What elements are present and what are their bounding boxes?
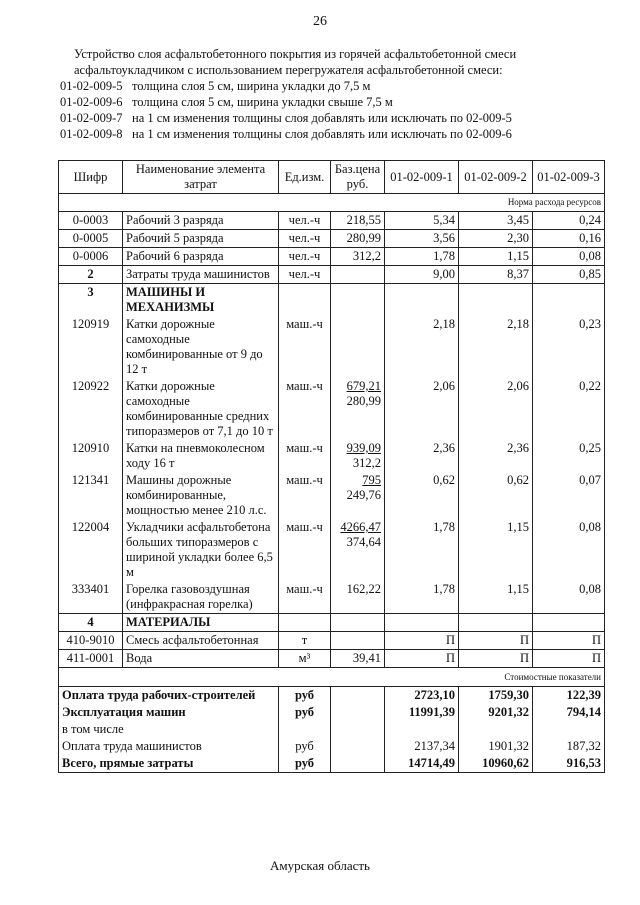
cell-price <box>331 266 385 284</box>
cell-name: Смесь асфальтобетонная <box>123 632 279 650</box>
cell-value: 2,18 <box>385 316 459 378</box>
header-cell: 01-02-009-3 <box>533 161 605 194</box>
cell-value: 0,23 <box>533 316 605 378</box>
cell-unit: чел.-ч <box>279 266 331 284</box>
cost-row <box>59 668 605 687</box>
cell-price: 312,2 <box>331 248 385 266</box>
cell-value: 0,24 <box>533 212 605 230</box>
cell-code: 120919 <box>59 316 123 378</box>
item-text: на 1 см изменения толщины слоя добавлять или исключать по 02-009-5 <box>132 111 512 125</box>
cell-value: 0,08 <box>533 581 605 614</box>
price-value: 280,99 <box>346 394 381 408</box>
total-value <box>385 721 459 738</box>
cell-price: 280,99 <box>331 230 385 248</box>
cell-code: 4 <box>59 614 123 632</box>
cell-name: Катки дорожные самоходные комбинированные средних типоразмеров от 7,1 до 10 т <box>123 378 279 440</box>
total-name: Оплата труда машинистов <box>59 738 279 755</box>
cell-price <box>331 284 385 317</box>
table-row <box>59 632 605 650</box>
cell-value: П <box>459 650 533 668</box>
item-text: на 1 см изменения толщины слоя добавлять или исключать по 02-009-6 <box>132 127 512 141</box>
cell-code: 120922 <box>59 378 123 440</box>
cell-value: П <box>385 650 459 668</box>
cell-unit: чел.-ч <box>279 230 331 248</box>
table-row <box>59 519 605 581</box>
item-code: 01-02-009-6 <box>60 95 123 109</box>
header-cell: Баз.цена руб. <box>331 161 385 194</box>
cell-value: П <box>459 632 533 650</box>
cell-name: Вода <box>123 650 279 668</box>
page-number: 26 <box>313 14 327 29</box>
cell-code: 2 <box>59 266 123 284</box>
cell-value <box>533 284 605 317</box>
item-text: толщина слоя 5 см, ширина укладки до 7,5 м <box>132 79 371 93</box>
cell-value: П <box>385 632 459 650</box>
table-row <box>59 212 605 230</box>
cell-price <box>331 755 385 773</box>
cell-value: 3,45 <box>459 212 533 230</box>
total-row <box>59 704 605 721</box>
total-value: 14714,49 <box>385 755 459 773</box>
cell-price: 39,41 <box>331 650 385 668</box>
intro-item <box>60 126 620 142</box>
intro-item <box>60 94 620 110</box>
cell-value: 1,78 <box>385 519 459 581</box>
cell-unit: чел.-ч <box>279 248 331 266</box>
total-value: 187,32 <box>533 738 605 755</box>
cell-price <box>331 440 385 472</box>
price-underlined: 679,21 <box>346 379 381 393</box>
total-value: 2723,10 <box>385 687 459 705</box>
price-underlined: 939,09 <box>346 441 381 455</box>
cell-price <box>331 614 385 632</box>
cell-name: МАТЕРИАЛЫ <box>123 614 279 632</box>
cell-price <box>331 704 385 721</box>
cell-value: 8,37 <box>459 266 533 284</box>
cell-value <box>385 614 459 632</box>
cell-name: Рабочий 6 разряда <box>123 248 279 266</box>
table-row <box>59 581 605 614</box>
cell-code: 121341 <box>59 472 123 519</box>
intro-line: асфальтоукладчиком с использованием перегружателя асфальтобетонной смеси: <box>74 63 503 77</box>
total-value: 1901,32 <box>459 738 533 755</box>
intro-item <box>60 110 620 126</box>
table-row <box>59 248 605 266</box>
price-underlined: 4266,47 <box>340 520 381 534</box>
cell-unit <box>279 614 331 632</box>
total-row <box>59 721 605 738</box>
cell-code: 333401 <box>59 581 123 614</box>
total-value <box>459 721 533 738</box>
cell-price <box>331 632 385 650</box>
cell-price <box>331 378 385 440</box>
cell-unit: маш.-ч <box>279 378 331 440</box>
header-cell: Наименование элемента затрат <box>123 161 279 194</box>
cell-value: 2,36 <box>385 440 459 472</box>
cell-value: 2,06 <box>385 378 459 440</box>
table-row <box>59 650 605 668</box>
cell-price <box>331 721 385 738</box>
total-value: 122,39 <box>533 687 605 705</box>
cell-value: 1,15 <box>459 248 533 266</box>
table-row <box>59 316 605 378</box>
cell-value: 0,07 <box>533 472 605 519</box>
table-row <box>59 472 605 519</box>
total-value: 11991,39 <box>385 704 459 721</box>
cell-code: 411-0001 <box>59 650 123 668</box>
price-value: 249,76 <box>346 488 381 502</box>
cell-price <box>331 687 385 705</box>
cell-value: 2,36 <box>459 440 533 472</box>
norm-row <box>59 194 605 212</box>
cell-value: 9,00 <box>385 266 459 284</box>
cell-value: 0,25 <box>533 440 605 472</box>
table-row <box>59 230 605 248</box>
table-row <box>59 378 605 440</box>
price-value: 374,64 <box>346 535 381 549</box>
cell-name: МАШИНЫ И МЕХАНИЗМЫ <box>123 284 279 317</box>
cell-name: Затраты труда машинистов <box>123 266 279 284</box>
cell-value: 2,06 <box>459 378 533 440</box>
total-value <box>533 721 605 738</box>
cell-unit: маш.-ч <box>279 519 331 581</box>
section-row <box>59 266 605 284</box>
cell-value: П <box>533 632 605 650</box>
item-text: толщина слоя 5 см, ширина укладки свыше 7,5 м <box>132 95 393 109</box>
cell-value: 0,22 <box>533 378 605 440</box>
cell-code: 122004 <box>59 519 123 581</box>
item-code: 01-02-009-7 <box>60 111 123 125</box>
cell-unit: чел.-ч <box>279 212 331 230</box>
total-name: в том числе <box>59 721 279 738</box>
cell-value: 5,34 <box>385 212 459 230</box>
cell-price <box>331 519 385 581</box>
total-unit <box>279 721 331 738</box>
cell-value <box>385 284 459 317</box>
total-value: 794,14 <box>533 704 605 721</box>
cell-unit: т <box>279 632 331 650</box>
cell-unit: маш.-ч <box>279 472 331 519</box>
header-cell: Шифр <box>59 161 123 194</box>
cell-name: Машины дорожные комбинированные, мощностью менее 210 л.с. <box>123 472 279 519</box>
total-name: Оплата труда рабочих-строителей <box>59 687 279 705</box>
cell-value: П <box>533 650 605 668</box>
total-unit: руб <box>279 704 331 721</box>
total-value: 10960,62 <box>459 755 533 773</box>
cell-price: 162,22 <box>331 581 385 614</box>
total-value: 2137,34 <box>385 738 459 755</box>
header-cell: 01-02-009-1 <box>385 161 459 194</box>
cell-value: 1,15 <box>459 519 533 581</box>
total-name: Всего, прямые затраты <box>59 755 279 773</box>
total-value: 1759,30 <box>459 687 533 705</box>
cell-value: 1,78 <box>385 248 459 266</box>
cell-value: 0,62 <box>385 472 459 519</box>
cell-value <box>459 284 533 317</box>
intro-line: Устройство слоя асфальтобетонного покрытия из горячей асфальтобетонной смеси <box>74 47 517 61</box>
cell-value: 0,08 <box>533 248 605 266</box>
cell-name: Катки дорожные самоходные комбинированные от 9 до 12 т <box>123 316 279 378</box>
total-value: 9201,32 <box>459 704 533 721</box>
header-cell: Ед.изм. <box>279 161 331 194</box>
cell-unit: маш.-ч <box>279 316 331 378</box>
cell-name: Укладчики асфальтобетона больших типоразмеров с шириной укладки более 6,5 м <box>123 519 279 581</box>
cell-name: Рабочий 5 разряда <box>123 230 279 248</box>
total-row <box>59 687 605 705</box>
cell-name: Горелка газовоздушная (инфракрасная горелка) <box>123 581 279 614</box>
cell-code: 0-0006 <box>59 248 123 266</box>
table-row <box>59 440 605 472</box>
cell-unit: м³ <box>279 650 331 668</box>
cell-value: 2,18 <box>459 316 533 378</box>
item-code: 01-02-009-8 <box>60 127 123 141</box>
cell-value: 0,16 <box>533 230 605 248</box>
total-row <box>59 755 605 773</box>
price-value: 312,2 <box>352 456 381 470</box>
total-unit: руб <box>279 755 331 773</box>
section-row <box>59 614 605 632</box>
cell-name: Рабочий 3 разряда <box>123 212 279 230</box>
total-unit: руб <box>279 687 331 705</box>
total-row <box>59 738 605 755</box>
item-code: 01-02-009-5 <box>60 79 123 93</box>
cell-value: 0,62 <box>459 472 533 519</box>
cell-value: 0,08 <box>533 519 605 581</box>
cell-price: 218,55 <box>331 212 385 230</box>
cell-unit: маш.-ч <box>279 440 331 472</box>
cell-value: 1,78 <box>385 581 459 614</box>
header-cell: 01-02-009-2 <box>459 161 533 194</box>
cell-unit <box>279 284 331 317</box>
cell-code: 410-9010 <box>59 632 123 650</box>
price-underlined: 795 <box>362 473 381 487</box>
cell-price <box>331 316 385 378</box>
intro-item <box>60 78 620 94</box>
cell-unit: маш.-ч <box>279 581 331 614</box>
total-value: 916,53 <box>533 755 605 773</box>
header-row <box>59 161 605 194</box>
cell-value: 3,56 <box>385 230 459 248</box>
section-row <box>59 284 605 317</box>
cell-value: 1,15 <box>459 581 533 614</box>
cell-value: 0,85 <box>533 266 605 284</box>
norm-label: Норма расхода ресурсов <box>59 194 605 212</box>
cost-label: Стоимостные показатели <box>59 668 605 687</box>
intro-block <box>60 46 620 142</box>
cell-code: 0-0003 <box>59 212 123 230</box>
resource-table <box>58 160 605 773</box>
cell-code: 120910 <box>59 440 123 472</box>
footer-region: Амурская область <box>270 858 370 873</box>
total-unit: руб <box>279 738 331 755</box>
cell-name: Катки на пневмоколесном ходу 16 т <box>123 440 279 472</box>
cell-value <box>533 614 605 632</box>
cell-code: 0-0005 <box>59 230 123 248</box>
cell-code: 3 <box>59 284 123 317</box>
cell-price <box>331 738 385 755</box>
cell-value <box>459 614 533 632</box>
total-name: Эксплуатация машин <box>59 704 279 721</box>
cell-value: 2,30 <box>459 230 533 248</box>
cell-price <box>331 472 385 519</box>
